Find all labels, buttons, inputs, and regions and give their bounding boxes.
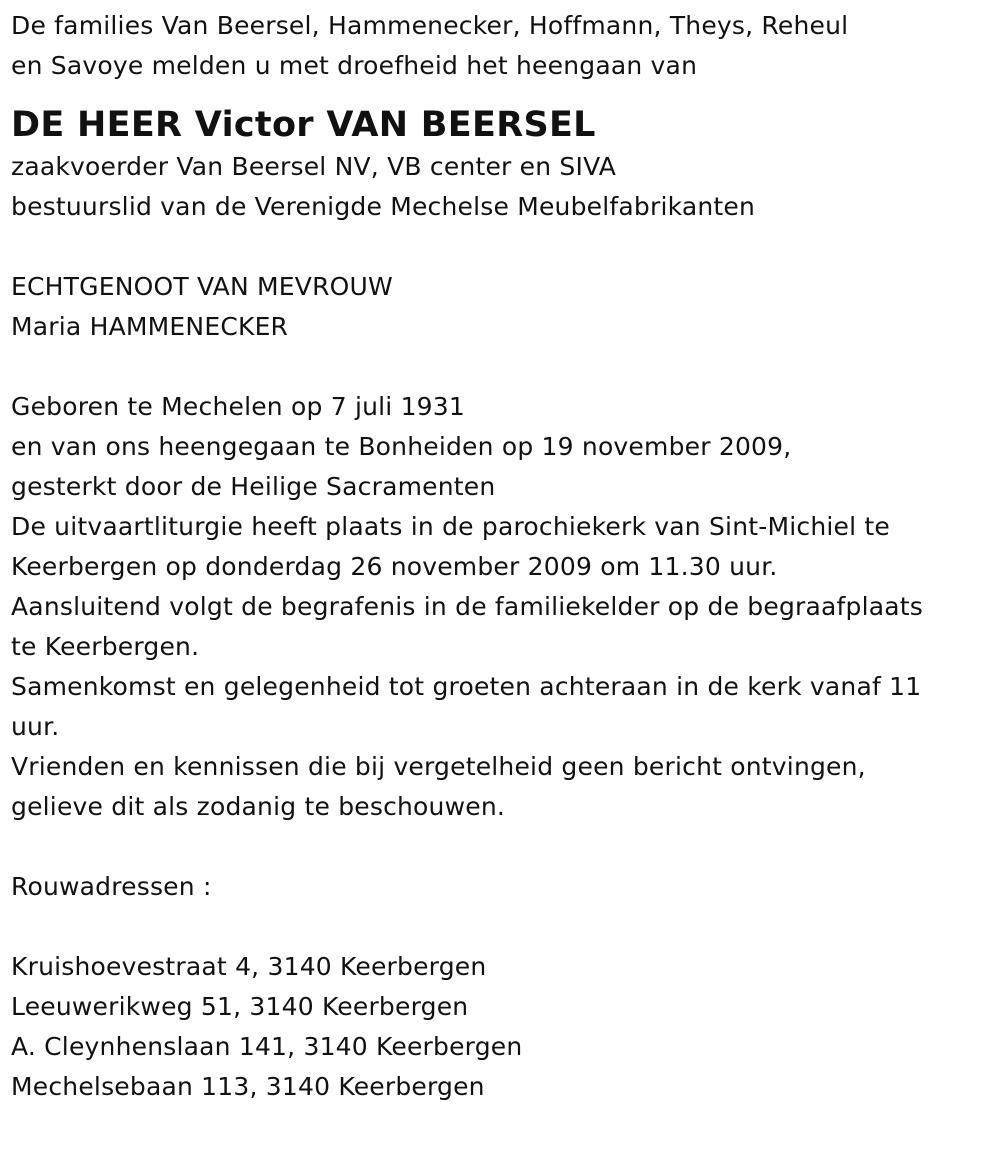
address-line: A. Cleynhenslaan 141, 3140 Keerbergen: [11, 1032, 523, 1061]
address-line: Mechelsebaan 113, 3140 Keerbergen: [11, 1072, 485, 1101]
spacer: [11, 347, 991, 387]
deceased-name: DE HEER Victor VAN BEERSEL: [11, 105, 596, 145]
detail-line: uur.: [11, 712, 60, 741]
detail-line: Samenkomst en gelegenheid tot groeten achteraan in de kerk vanaf 11: [11, 672, 922, 701]
role-line: zaakvoerder Van Beersel NV, VB center en SIVA: [11, 152, 617, 181]
spacer: [11, 227, 991, 267]
detail-line: gelieve dit als zodanig te beschouwen.: [11, 792, 506, 821]
addresses-heading: Rouwadressen :: [11, 872, 212, 901]
intro-line: De families Van Beersel, Hammenecker, Hoffmann, Theys, Reheul: [11, 11, 849, 40]
spacer: [11, 827, 991, 867]
address-line: Leeuwerikweg 51, 3140 Keerbergen: [11, 992, 469, 1021]
funeral-announcement: [11, 6, 991, 1107]
detail-line: Geboren te Mechelen op 7 juli 1931: [11, 392, 466, 421]
detail-line: en van ons heengegaan te Bonheiden op 19 november 2009,: [11, 432, 792, 461]
detail-line: Aansluitend volgt de begrafenis in de familiekelder op de begraafplaats: [11, 592, 924, 621]
detail-line: Vrienden en kennissen die bij vergetelheid geen bericht ontvingen,: [11, 752, 866, 781]
details-section: [11, 387, 991, 827]
spouse-heading: ECHTGENOOT VAN MEVROUW: [11, 272, 393, 301]
detail-line: Keerbergen op donderdag 26 november 2009 om 11.30 uur.: [11, 552, 778, 581]
intro-section: [11, 6, 991, 86]
roles-section: [11, 147, 991, 227]
detail-line: gesterkt door de Heilige Sacramenten: [11, 472, 496, 501]
intro-line: en Savoye melden u met droefheid het heengaan van: [11, 51, 698, 80]
role-line: bestuurslid van de Verenigde Mechelse Meubelfabrikanten: [11, 192, 756, 221]
detail-line: De uitvaartliturgie heeft plaats in de parochiekerk van Sint-Michiel te: [11, 512, 890, 541]
addresses-section: [11, 947, 991, 1107]
spouse-name: Maria HAMMENECKER: [11, 312, 289, 341]
detail-line: te Keerbergen.: [11, 632, 200, 661]
spouse-section: [11, 267, 991, 347]
address-line: Kruishoevestraat 4, 3140 Keerbergen: [11, 952, 487, 981]
spacer: [11, 907, 991, 947]
